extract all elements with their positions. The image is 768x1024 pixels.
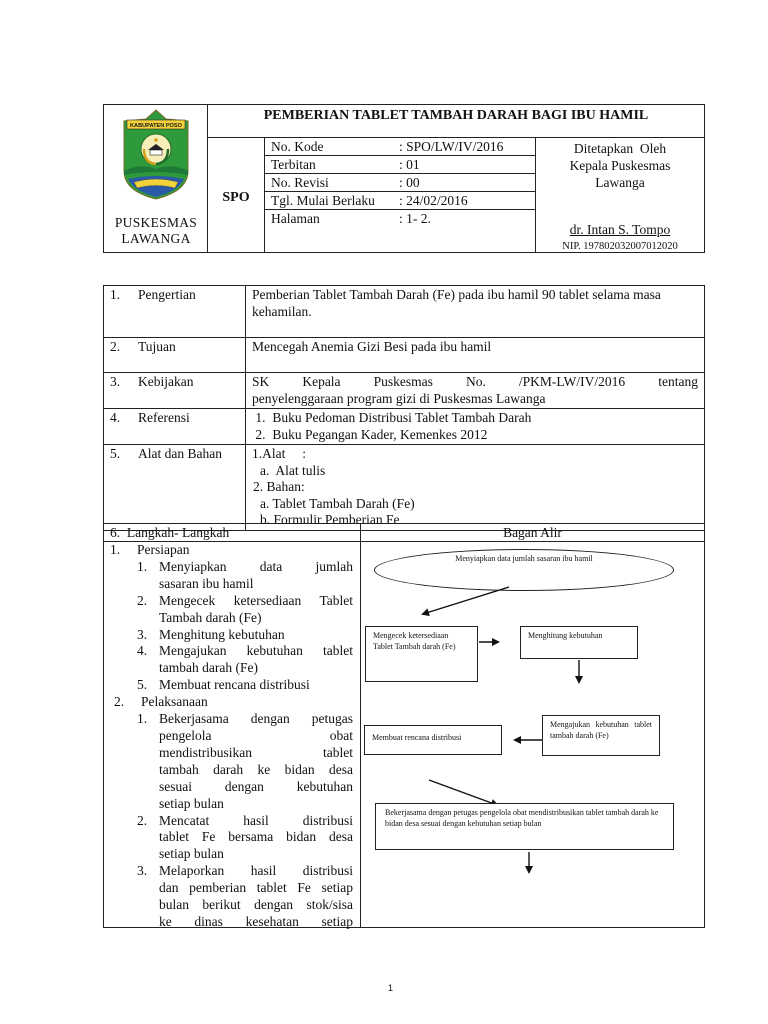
steps-header: 6. Langkah- Langkah Bagan Alir [104, 524, 704, 542]
row-pengertian: 1. Pengertian Pemberian Tablet Tambah Darah (Fe) pada ibu hamil 90 tablet selama masa kehamilan. [104, 286, 705, 338]
logo-cell [104, 105, 208, 252]
row-alat-bahan: 5. Alat dan Bahan 1.Alat : a. Alat tulis 2. Bahan: a. Tablet Tambah Darah (Fe) b. Formulir Pemberian Fe [104, 445, 705, 531]
page-number: 1 [388, 983, 394, 993]
flow-box-kerjasama: Bekerjasama dengan petugas pengelola obat mendistribusikan tablet tambah darah ke bidan desa sesuai dengan kebutuhan setiap bulan [375, 803, 674, 850]
svg-text:KABUPATEN POSO: KABUPATEN POSO [129, 123, 183, 129]
spo-content-table [103, 285, 705, 531]
meta-row-tanggal: Tgl. Mulai Berlaku : 24/02/2016 [265, 192, 535, 210]
step-item: 2. Mengecek ketersediaan Tablet Tambah darah (Fe) [137, 592, 353, 625]
step-item: 2. Mencatat hasil distribusi tablet Fe bersama bidan desa setiap bulan [137, 812, 353, 862]
signer-name: dr. Intan S. Tompo [569, 222, 671, 237]
meta-row-halaman: Halaman : 1- 2. [271, 211, 431, 226]
pengertian-text: Pemberian Tablet Tambah Darah (Fe) pada ibu hamil 90 tablet selama masa kehamilan. [246, 286, 705, 338]
signer-nip: NIP. 197802032007012020 [562, 241, 678, 252]
step-item: 3. Menghitung kebutuhan [137, 626, 285, 642]
document-meta [265, 138, 536, 252]
document-header [103, 104, 705, 253]
step-item: 1. Bekerjasama dengan petugas pengelola obat mendistribusikan tablet tambah darah ke bidan desa sesuai dengan kebutuhan setiap bulan [137, 711, 353, 811]
kebijakan-text: SK Kepala Puskesmas No. /PKM-LW/IV/2016 tentang penyelenggaraan program gizi di Puskesmas Lawanga [246, 373, 705, 409]
meta-row-terbitan: Terbitan : 01 [265, 156, 535, 174]
approval-block: Ditetapkan Oleh Kepala Puskesmas Lawanga dr. Intan S. Tompo NIP. 197802032007012020 [536, 138, 704, 252]
meta-row-revisi: No. Revisi : 00 [265, 174, 535, 192]
document-title: PEMBERIAN TABLET TAMBAH DARAH BAGI IBU HAMIL [208, 105, 704, 138]
steps-section [103, 523, 705, 928]
row-kebijakan: 3. Kebijakan SK Kepala Puskesmas No. /PKM-LW/IV/2016 tentang penyelenggaraan program gizi di Puskesmas Lawanga [104, 373, 705, 409]
step-section-persiapan: 1. Persiapan [110, 542, 190, 557]
step-item: 4. Mengajukan kebutuhan tablet tambah darah (Fe) [137, 643, 353, 676]
flowchart [360, 542, 704, 927]
flow-box-ajukan-kebutuhan: Mengajukan kebutuhan tablet tambah darah (Fe) [542, 715, 660, 756]
referensi-item: 2. Buku Pegangan Kader, Kemenkes 2012 [255, 426, 488, 442]
tujuan-text: Mencegah Anemia Gizi Besi pada ibu hamil [246, 338, 705, 373]
referensi-list [246, 409, 705, 445]
step-item: 5. Membuat rencana distribusi [137, 677, 310, 693]
doc-type-label: SPO [208, 138, 265, 252]
flowchart-heading: Bagan Alir [360, 524, 704, 542]
referensi-item: 1. Buku Pedoman Distribusi Tablet Tambah Darah [255, 410, 532, 425]
row-tujuan: 2. Tujuan Mencegah Anemia Gizi Besi pada ibu hamil [104, 338, 705, 373]
flow-box-rencana-distribusi: Membuat rencana distribusi [364, 725, 502, 755]
step-section-pelaksanaan: 2. Pelaksanaan [114, 694, 208, 710]
flow-box-cek-ketersediaan: Mengecek ketersediaan Tablet Tambah darah (Fe) [365, 626, 478, 682]
flow-box-hitung-kebutuhan: Menghitung kebutuhan [520, 626, 638, 659]
flow-start-ellipse: Menyiapkan data jumlah sasaran ibu hamil [374, 549, 674, 591]
steps-list [104, 542, 360, 931]
kabupaten-poso-emblem-icon [120, 109, 192, 201]
step-item: 3. Melaporkan hasil distribusi dan pemberian tablet Fe setiap bulan berikut dengan stok/sisa ke dinas kesehatan setiap [137, 863, 353, 929]
meta-row-kode: No. Kode : SPO/LW/IV/2016 [265, 138, 535, 156]
organization-name: PUSKESMAS LAWANGA [114, 215, 198, 246]
alat-bahan-list: 1.Alat : a. Alat tulis 2. Bahan: a. Tablet Tambah Darah (Fe) b. Formulir Pemberian Fe [246, 445, 705, 531]
step-item: 1. Menyiapkan data jumlah sasaran ibu hamil [137, 558, 353, 591]
row-referensi: 4. Referensi 1. Buku Pedoman Distribusi Tablet Tambah Darah 2. Buku Pegangan Kader, Kemenkes 2012 [104, 409, 705, 445]
